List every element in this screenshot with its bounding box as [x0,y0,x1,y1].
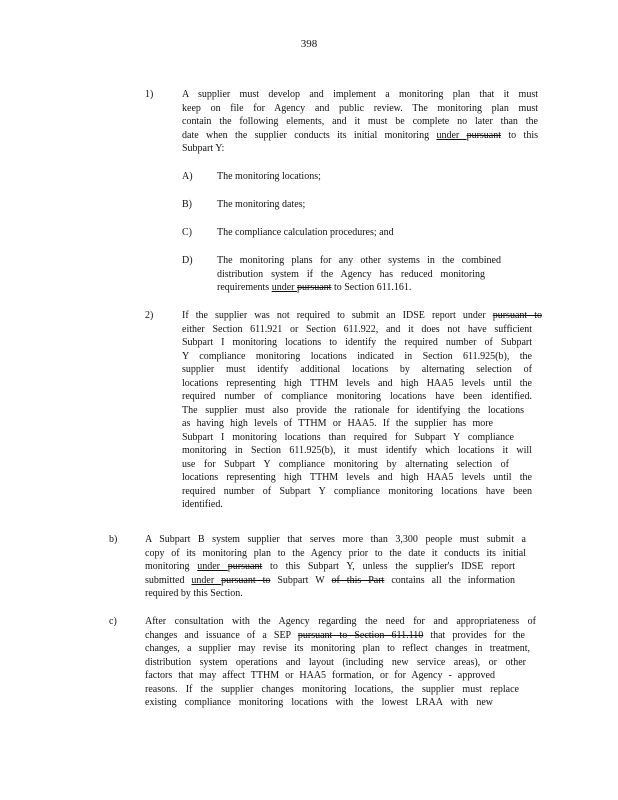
item-b-line: required by this Section. [145,588,243,599]
item-c-line: distribution system operations and layout (including new service areas), or other [145,656,526,668]
item-2-line: locations representing high TTHM levels and high HAA5 levels until the [182,377,532,389]
item-c-line: factors that may affect TTHM or HAA5 formation, or for Agency - approved [145,670,495,681]
deleted-text: pursuant to Section 611.110 [297,629,424,641]
item-2-line: Y compliance monitoring locations indicated in Section 611.925(b), the [182,350,532,362]
inserted-text: under [436,129,467,141]
item-2-line: The supplier must also provide the rationale for identifying the locations [182,404,524,416]
deleted-text: pursuant [227,561,263,572]
item-2-line: as having high levels of TTHM or HAA5. If the supplier has more [182,418,493,429]
deleted-text: pursuant [466,129,502,141]
subitem-a-marker: A) [182,171,193,182]
inserted-text: under [191,574,222,586]
subitem-d-marker: D) [182,255,193,266]
item-b-line: A Subpart B system supplier that serves more than 3,300 people must submit a [145,534,526,545]
item-2-line: Subpart I monitoring locations than required for Subpart Y compliance [182,431,514,443]
subitem-d-line: The monitoring plans for any other systems in the combined [217,255,501,266]
subitem-b-marker: B) [182,199,192,210]
item-c-line: reasons. If the supplier changes monitoring locations, the supplier must replace [145,683,519,695]
subitem-a-line: The monitoring locations; [217,171,321,182]
item-c-marker: c) [109,616,117,627]
item-1-marker: 1) [145,89,154,100]
inserted-text: under [271,282,297,293]
deleted-text: of this Part [331,574,385,586]
item-2-line: monitoring in Section 611.925(b), it must identify which locations it will [182,445,532,456]
subitem-d-line: requirements under pursuant to Section 611.161. [217,282,412,293]
item-2-line: supplier must identify additional locations by alternating selection of [182,364,532,375]
item-2-line: either Section 611.921 or Section 611.922, and it does not have sufficient [182,323,532,335]
item-c-line: changes, a supplier may revise its monitoring plan to reflect changes in treatment, [145,643,530,654]
item-1-line: date when the supplier conducts its initial monitoring under pursuant to this [182,129,538,141]
item-b-line: copy of its monitoring plan to the Agency prior to the date it conducts its initial [145,547,526,559]
item-2-line: required number of compliance monitoring locations have been identified. [182,391,532,402]
item-2-line: Subpart I monitoring locations to identify the required number of Subpart [182,337,532,348]
item-2-line: If the supplier was not required to submit an IDSE report under pursuant to [182,310,542,321]
subitem-d-line: distribution system if the Agency has reduced monitoring [217,268,485,280]
deleted-text: pursuant [296,282,332,293]
item-c-line: existing compliance monitoring locations with the lowest LRAA with new [145,697,493,708]
item-1-line: A supplier must develop and implement a monitoring plan that it must [182,89,538,100]
item-1-line: contain the following elements, and it must be complete no later than the [182,116,538,127]
item-c-line: changes and issuance of a SEP pursuant to Section 611.110 that provides for the [145,629,525,641]
subitem-c-line: The compliance calculation procedures; and [217,227,394,238]
subitem-c-marker: C) [182,227,192,238]
inserted-text: under [197,561,228,572]
item-b-line: submitted under pursuant to Subpart W of this Part contains all the information [145,574,515,586]
item-b-line: monitoring under pursuant to this Subpart Y, unless the supplier's IDSE report [145,561,515,572]
subitem-b-line: The monitoring dates; [217,199,306,210]
item-1-line: Subpart Y: [182,143,225,154]
item-c-line: After consultation with the Agency regarding the need for and appropriateness of [145,616,536,627]
page-number: 398 [300,38,318,50]
item-2-marker: 2) [145,310,154,321]
deleted-text: pursuant to [492,310,542,321]
item-2-line: required number of Subpart Y compliance monitoring locations have been [182,485,532,497]
item-b-marker: b) [109,534,118,545]
deleted-text: pursuant to [221,574,271,586]
item-2-line: identified. [182,499,223,510]
item-1-line: keep on file for Agency and public review. The monitoring plan must [182,102,538,114]
item-2-line: use for Subpart Y compliance monitoring by alternating selection of [182,458,509,470]
item-2-line: locations representing high TTHM levels and high HAA5 levels until the [182,472,532,483]
